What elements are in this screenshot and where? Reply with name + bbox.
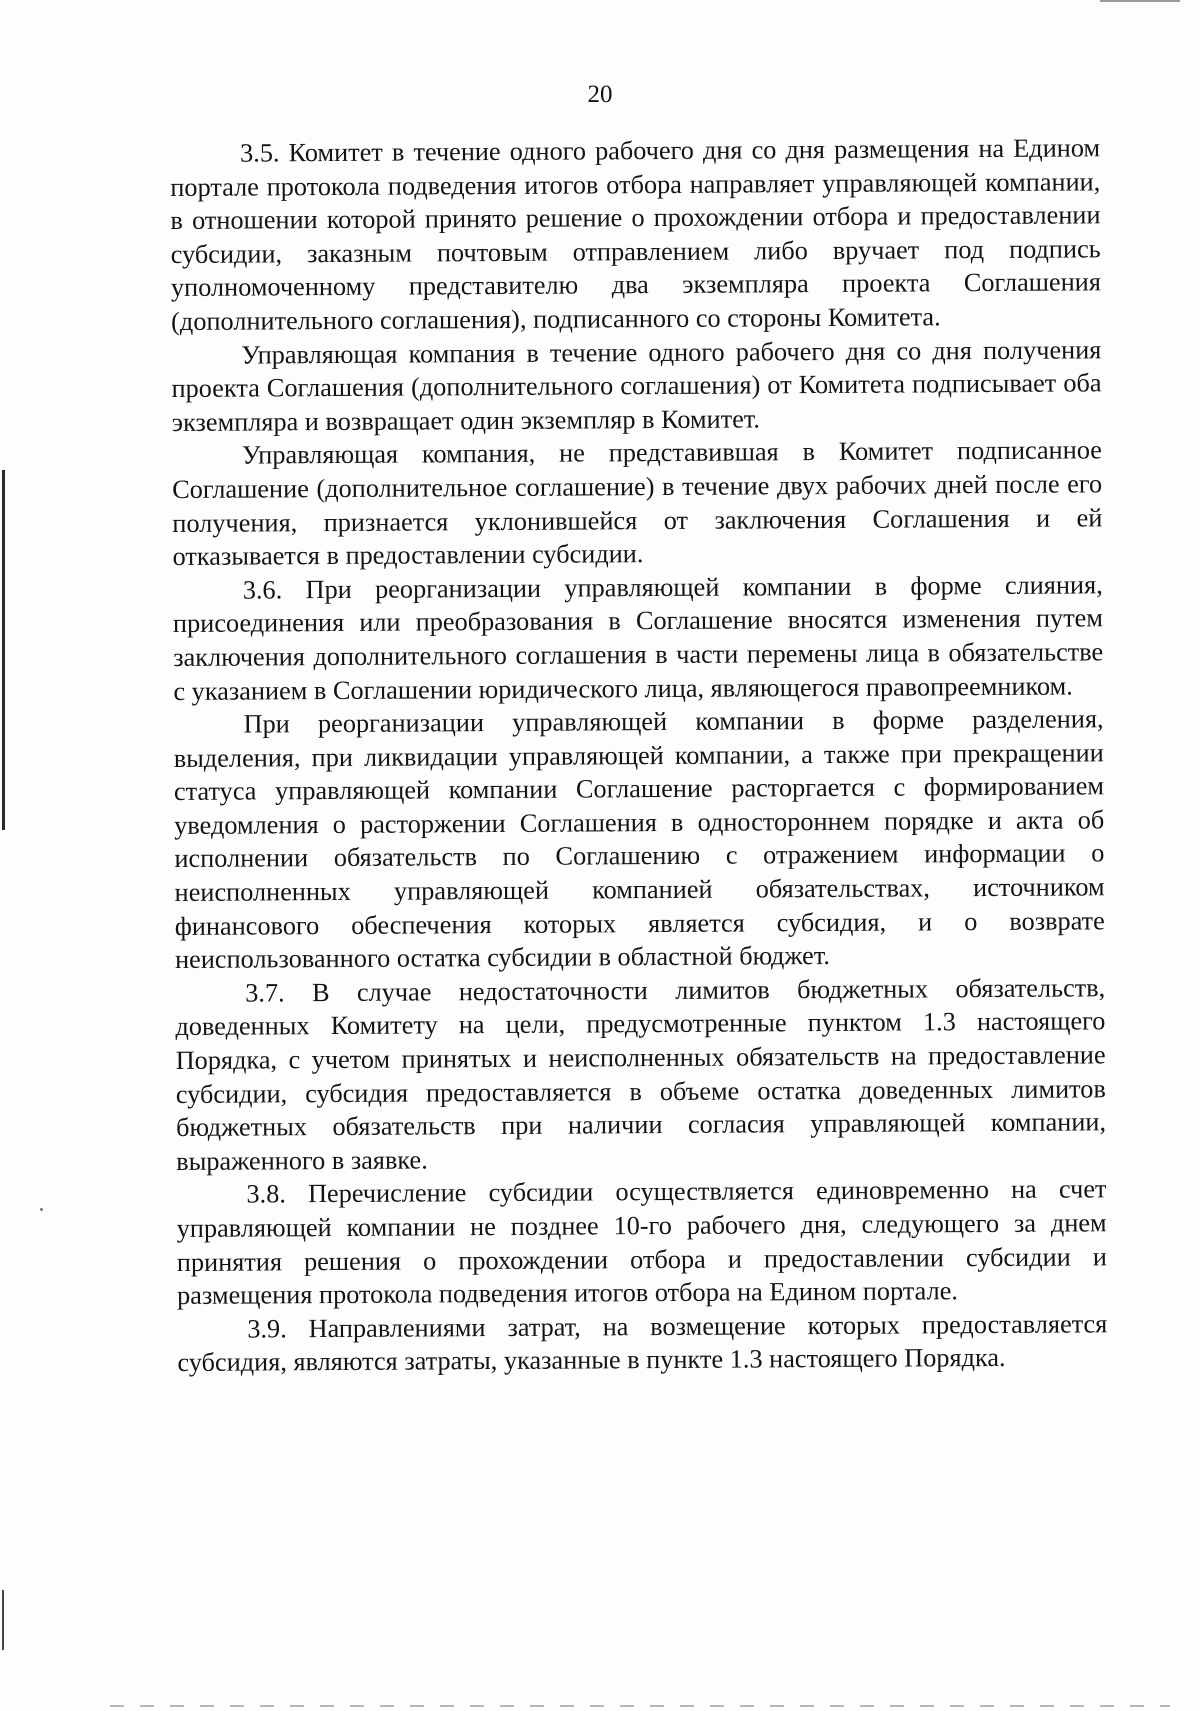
scan-dot [40, 1208, 43, 1211]
page-number: 20 [587, 81, 613, 108]
scan-edge-left-low [2, 1590, 4, 1650]
paragraph-3-7: 3.7. В случае недостаточности лимитов бюджетных обязательств, доведенных Комитету на цели, предусмотренные пунктом 1.3 настоящего Порядка, с учетом принятых и неисполненных обязательств на предоставление субсидии, субсидия предоставляется в объеме остатка доведенных лимитов бюджетных обязательств при наличии согласия управляющей компании, выраженного в заявке. [175, 973, 1107, 1176]
scan-edge-top [1100, 0, 1180, 2]
paragraph-3-6: 3.6. При реорганизации управляющей компании в форме слияния, присоединения или преобразования в Соглашение вносятся изменения путем заключения дополнительного соглашения в части перемены лица в обязательстве с указанием в Соглашении юридического лица, являющегося правопреемником. [172, 570, 1104, 706]
document-body [170, 131, 1108, 1380]
paragraph-3-5-signing: Управляющая компания в течение одного рабочего дня со дня получения проекта Соглашения (дополнительного соглашения) от Комитета подписывает оба экземпляра и возвращает один экземпляр в Комитет. [171, 334, 1102, 437]
scan-edge-left [2, 470, 5, 830]
paragraph-3-5-refusal: Управляющая компания, не представившая в Комитет подписанное Соглашение (дополнительное соглашение) в течение двух рабочих дней после его получения, признается уклонившейся от заключения Соглашения и ей отказывается в предоставлении субсидии. [172, 435, 1103, 572]
paragraph-3-9: 3.9. Направлениями затрат, на возмещение которых предоставляется субсидия, являются затраты, указанные в пункте 1.3 настоящего Порядка. [177, 1309, 1108, 1378]
paragraph-3-5: 3.5. Комитет в течение одного рабочего дня со дня размещения на Едином портале протокола подведения итогов отбора направляет управляющей компании, в отношении которой принято решение о прохождении отбора и предоставлении субсидии, заказным почтовым отправлением либо вручает под подпись уполномоченному представителю два экземпляра проекта Соглашения (дополнительного соглашения), подписанного со стороны Комитета. [170, 133, 1101, 336]
paragraph-3-8: 3.8. Перечисление субсидии осуществляется единовременно на счет управляющей компании не позднее 10-го рабочего дня, следующего за днем принятия решения о прохождении отбора и предоставлении субсидии и размещения протокола подведения итогов отбора на Едином портале. [176, 1174, 1107, 1311]
paragraph-3-6-termination: При реорганизации управляющей компании в форме разделения, выделения, при ликвидации управляющей компании, а также при прекращении статуса управляющей компании Соглашение расторгается с формированием уведомления о расторжении Соглашения в одностороннем порядке и акта об исполнении обязательств по Соглашению с отражением информации о неисполненных управляющей компанией обязательствах, источником финансового обеспечения которых является субсидия, и о возврате неиспользованного остатка субсидии в областной бюджет. [173, 704, 1105, 975]
scan-edge-bottom [110, 1705, 1170, 1707]
